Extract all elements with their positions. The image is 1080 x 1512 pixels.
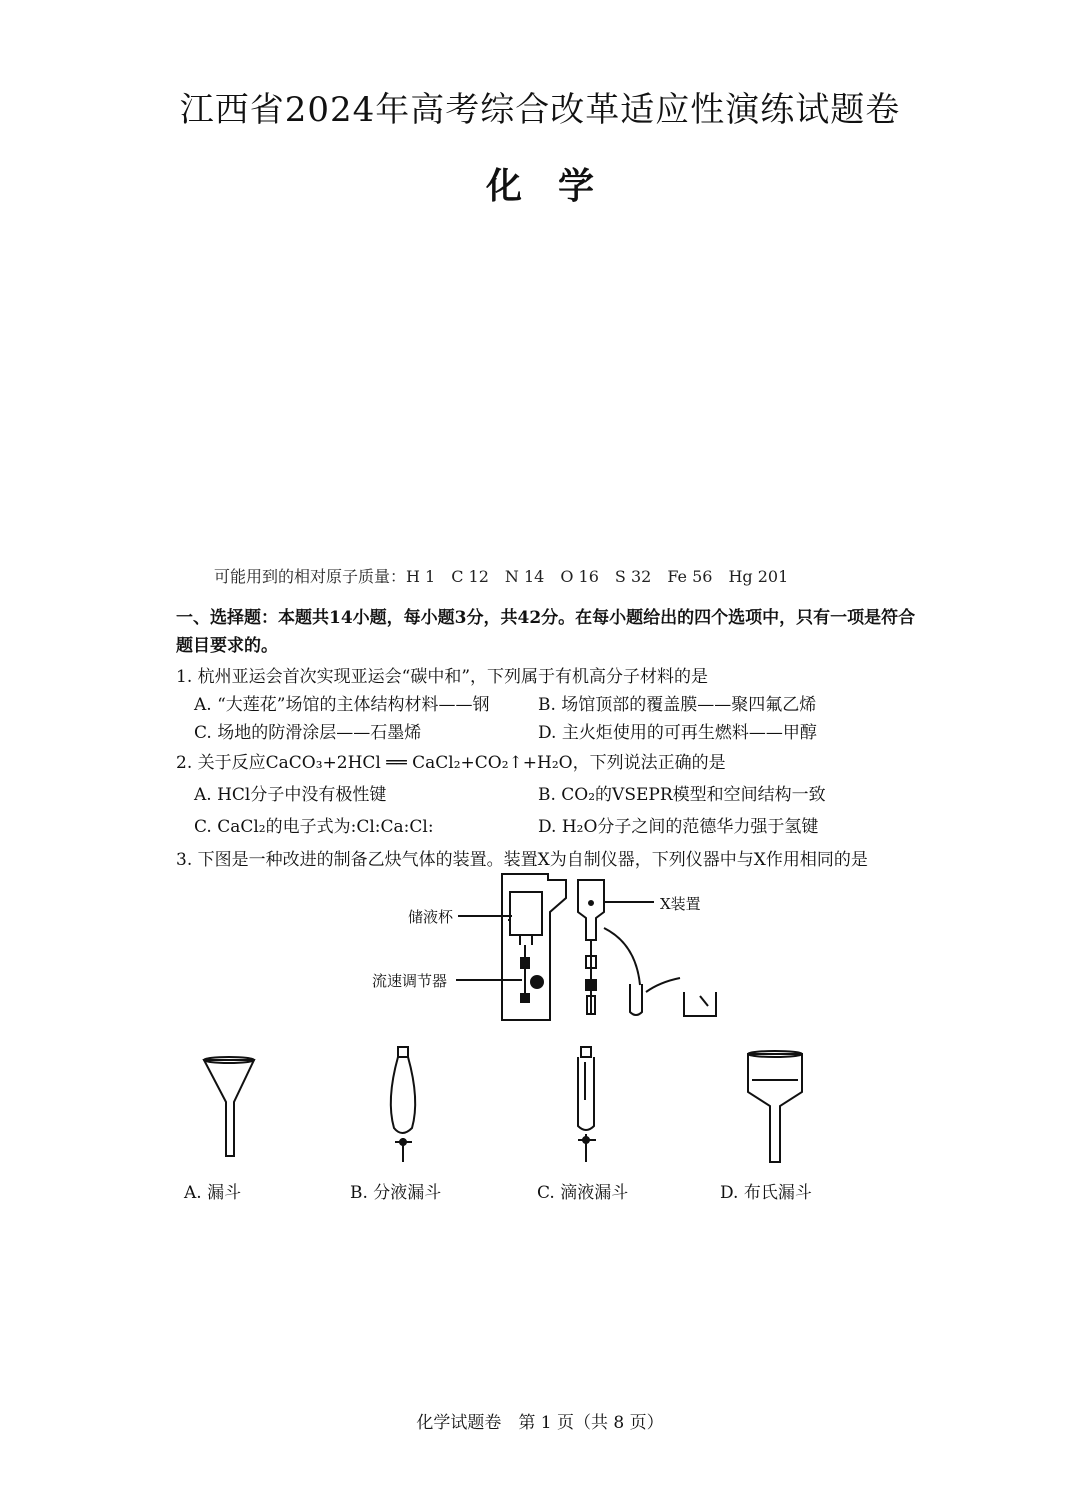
question-1-option-b: B. 场馆顶部的覆盖膜——聚四氟乙烯: [538, 695, 817, 715]
question-2-option-d: D. H₂O分子之间的范德华力强于氢键: [538, 817, 819, 837]
question-1-stem: 1. 杭州亚运会首次实现亚运会“碳中和”，下列属于有机高分子材料的是: [176, 667, 709, 687]
instrument-label-b: B. 分液漏斗: [350, 1183, 442, 1203]
question-1-option-a: A. “大莲花”场馆的主体结构材料——钢: [194, 695, 490, 715]
instrument-label-d: D. 布氏漏斗: [720, 1183, 812, 1203]
question-3-stem: 3. 下图是一种改进的制备乙炔气体的装置。装置X为自制仪器，下列仪器中与X作用相同的是: [176, 850, 868, 870]
section-heading: 一、选择题：本题共14小题，每小题3分，共42分。在每小题给出的四个选项中，只有一项是符合题目要求的。: [176, 608, 916, 656]
question-2-option-c: C. CaCl₂的电子式为:Cl:Ca:Cl:: [194, 817, 434, 837]
instrument-label-c: C. 滴液漏斗: [537, 1183, 629, 1203]
atomic-mass-note: 可能用到的相对原子质量：H 1 C 12 N 14 O 16 S 32 Fe 56 Hg 201: [214, 567, 789, 586]
label-reservoir: 储液杯: [408, 908, 454, 926]
question-2-option-b: B. CO₂的VSEPR模型和空间结构一致: [538, 785, 826, 805]
subject-title: 化学: [485, 165, 630, 207]
question-2-option-a: A. HCl分子中没有极性键: [194, 785, 387, 805]
instrument-label-a: A. 漏斗: [184, 1183, 242, 1203]
exam-title: 江西省2024年高考综合改革适应性演练试题卷: [179, 90, 901, 130]
label-device-x: X装置: [660, 895, 701, 913]
question-1-option-d: D. 主火炬使用的可再生燃料——甲醇: [538, 723, 817, 743]
question-2-stem: 2. 关于反应CaCO₃+2HCl ══ CaCl₂+CO₂↑+H₂O，下列说法正确的是: [176, 753, 726, 773]
label-flow-regulator: 流速调节器: [372, 972, 448, 990]
page-footer: 化学试题卷 第 1 页（共 8 页）: [416, 1413, 664, 1433]
question-1-option-c: C. 场地的防滑涂层——石墨烯: [194, 723, 422, 743]
